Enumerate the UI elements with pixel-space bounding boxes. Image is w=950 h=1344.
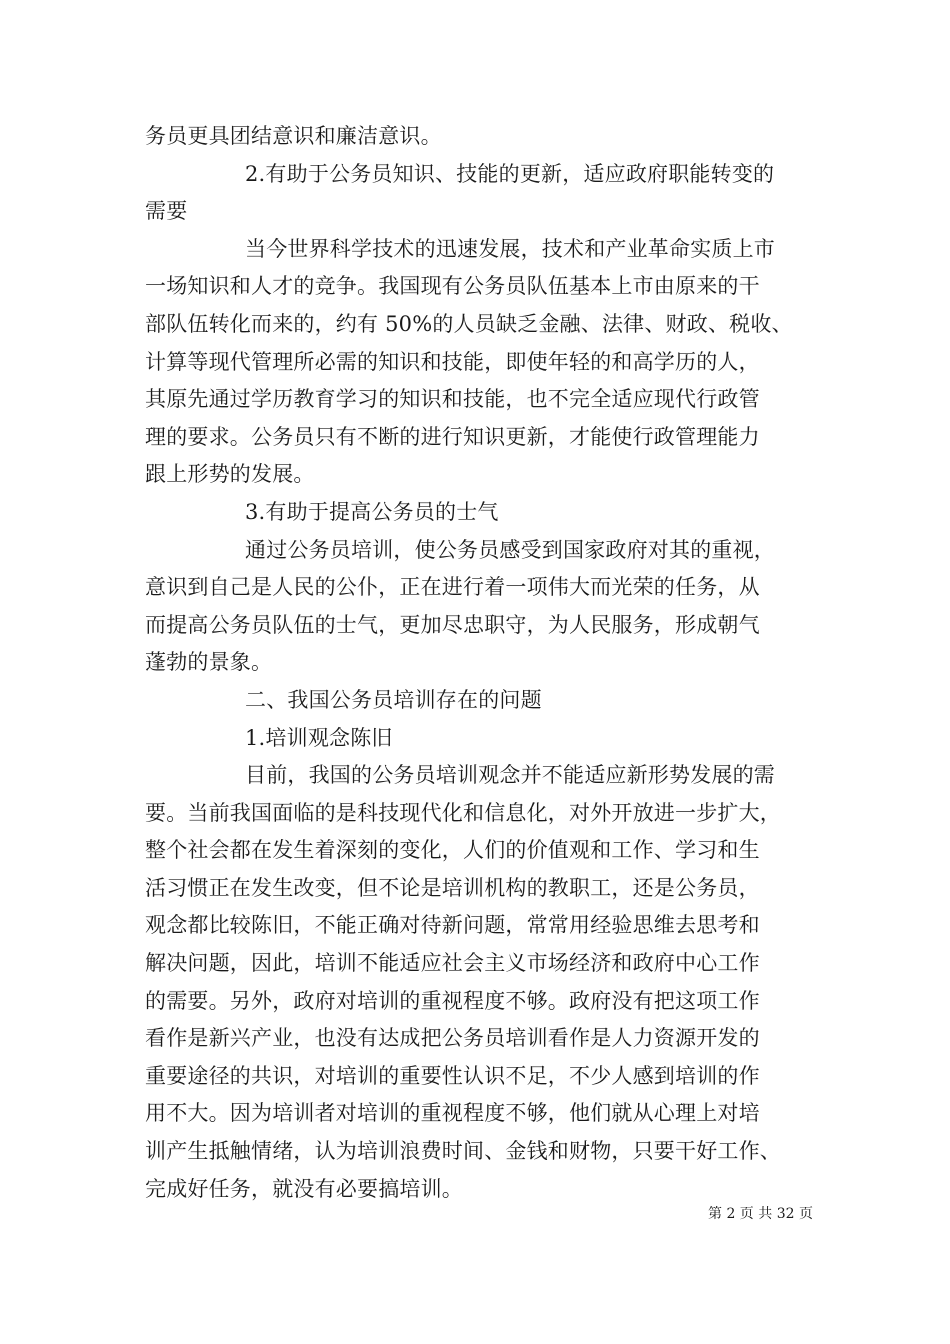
text-line: 用不大。因为培训者对培训的重视程度不够，他们就从心理上对培 xyxy=(145,1101,760,1126)
text-line: 部队伍转化而来的，约有 50%的人员缺乏金融、法律、财政、税收、 xyxy=(145,311,793,336)
section-heading: 二、我国公务员培训存在的问题 xyxy=(245,687,542,712)
text-line: 重要途径的共识，对培训的重要性认识不足，不少人感到培训的作 xyxy=(145,1063,760,1088)
text-line: 蓬勃的景象。 xyxy=(145,650,273,675)
text-line: 一场知识和人才的竞争。我国现有公务员队伍基本上市由原来的干 xyxy=(145,274,760,299)
section-heading: 2.有助于公务员知识、技能的更新，适应政府职能转变的 xyxy=(245,161,775,186)
text-line: 而提高公务员队伍的士气，更加尽忠职守，为人民服务，形成朝气 xyxy=(145,612,760,637)
text-line: 的需要。另外，政府对培训的重视程度不够。政府没有把这项工作 xyxy=(145,988,760,1013)
text-line: 目前，我国的公务员培训观念并不能适应新形势发展的需 xyxy=(245,763,775,788)
body-text xyxy=(145,118,825,1208)
text-line: 解决问题，因此，培训不能适应社会主义市场经济和政府中心工作 xyxy=(145,951,760,976)
text-line: 要。当前我国面临的是科技现代化和信息化，对外开放进一步扩大， xyxy=(145,800,781,825)
text-line: 务员更具团结意识和廉洁意识。 xyxy=(145,124,442,148)
text-line: 整个社会都在发生着深刻的变化，人们的价值观和工作、学习和生 xyxy=(145,838,760,863)
page-number: 第 2 页 共 32 页 xyxy=(708,1206,813,1222)
text-line: 其原先通过学历教育学习的知识和技能，也不完全适应现代行政管 xyxy=(145,387,760,412)
text-line: 理的要求。公务员只有不断的进行知识更新，才能使行政管理能力 xyxy=(145,424,760,449)
text-line: 当今世界科学技术的迅速发展，技术和产业革命实质上市 xyxy=(245,236,775,261)
text-line: 完成好任务，就没有必要搞培训。 xyxy=(145,1176,463,1201)
text-line: 活习惯正在发生改变，但不论是培训机构的教职工，还是公务员， xyxy=(145,875,760,900)
text-line: 通过公务员培训，使公务员感受到国家政府对其的重视， xyxy=(245,537,775,562)
section-heading: 1.培训观念陈旧 xyxy=(245,725,393,750)
text-line: 看作是新兴产业，也没有达成把公务员培训看作是人力资源开发的 xyxy=(145,1026,760,1051)
section-heading: 3.有助于提高公务员的士气 xyxy=(245,499,499,524)
text-line: 跟上形势的发展。 xyxy=(145,462,315,487)
text-line: 观念都比较陈旧，不能正确对待新问题，常常用经验思维去思考和 xyxy=(145,913,760,938)
text-line: 需要 xyxy=(145,199,188,224)
text-line: 计算等现代管理所必需的知识和技能，即使年轻的和高学历的人， xyxy=(145,349,760,374)
text-line: 训产生抵触情绪，认为培训浪费时间、金钱和财物，只要干好工作、 xyxy=(145,1139,781,1164)
text-line: 意识到自己是人民的公仆，正在进行着一项伟大而光荣的任务，从 xyxy=(145,575,760,600)
